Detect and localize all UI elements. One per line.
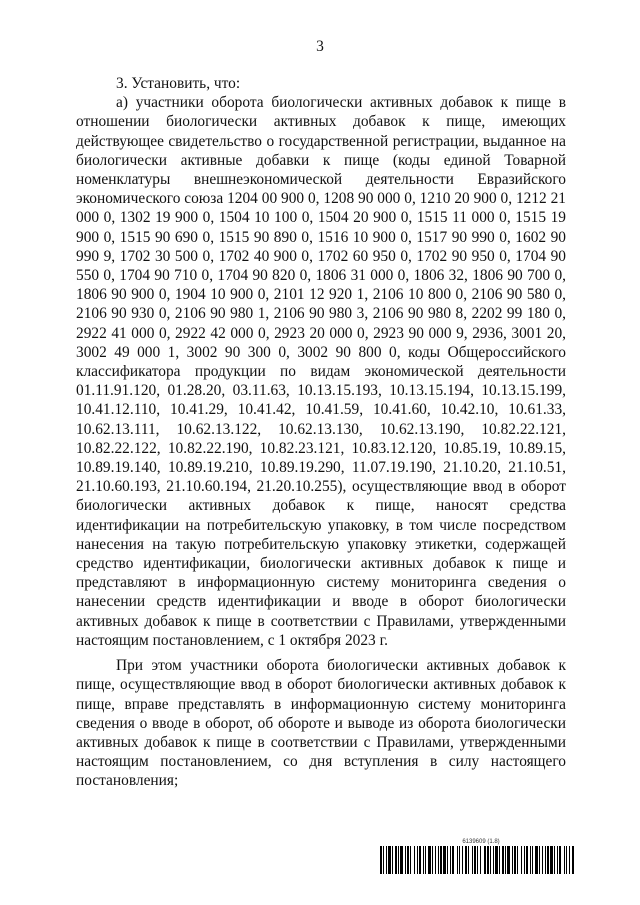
barcode-bar — [465, 846, 467, 874]
barcode-bar — [557, 846, 558, 874]
barcode-bar — [542, 846, 543, 874]
barcode-bar — [428, 846, 431, 874]
barcode-bar — [392, 846, 393, 874]
barcode-bar — [388, 846, 391, 874]
barcode-bar — [547, 846, 549, 874]
barcode-bar — [472, 846, 473, 874]
barcode-bar — [450, 846, 451, 874]
barcode-bar — [410, 846, 411, 874]
document-body — [76, 74, 566, 791]
barcode-bar — [468, 846, 469, 874]
barcode-bar — [438, 846, 439, 874]
barcode-bar — [572, 846, 574, 874]
barcode-bar — [395, 846, 397, 874]
barcode-bar — [417, 846, 418, 874]
barcode-bar — [452, 846, 454, 874]
barcode-bar — [380, 846, 382, 874]
barcode-bar — [564, 846, 565, 874]
barcode-bar — [505, 846, 506, 874]
barcode-bar — [480, 846, 481, 874]
barcode-bar — [435, 846, 436, 874]
barcode-bar — [477, 846, 478, 874]
barcode-bar — [457, 846, 458, 874]
barcode-bar — [487, 846, 489, 874]
barcode-bar — [512, 846, 513, 874]
barcode-bar — [432, 846, 433, 874]
barcode-bar — [550, 846, 553, 874]
barcode-caption: 6139609 (1.8) — [462, 839, 500, 845]
barcode-bar — [517, 846, 518, 874]
barcode-bar — [545, 846, 546, 874]
barcode-bar — [419, 846, 421, 874]
barcode-bar — [566, 846, 567, 874]
barcode-bar — [521, 846, 522, 874]
barcode-bar — [400, 846, 403, 874]
clause-paragraph-a: а) участники оборота биологически активных добавок к пище в отношении биологически активных добавок к пище, имеющих действующее свидетельство о государственной регистрации, выданное на биологически активные добавки к пище (коды единой Товарной номенклатуры внешнеэкономической деятельности Евразийского экономического союза 1204 00 900 0, 1208 90 000 0, 1210 20 900 0, 1212 21 000 0, 1302 19 900 0, 1504 10 100 0, 1504 20 900 0, 1515 11 000 0, 1515 19 900 0, 1515 90 690 0, 1515 90 890 0, 1516 10 900 0, 1517 90 990 0, 1602 90 990 9, 1702 30 500 0, 1702 40 900 0, 1702 60 950 0, 1702 90 950 0, 1704 90 550 0, 1704 90 710 0, 1704 90 820 0, 1806 31 000 0, 1806 32, 1806 90 700 0, 1806 90 900 0, 1904 10 900 0, 2101 12 920 1, 2106 10 800 0, 2106 90 580 0, 2106 90 930 0, 2106 90 980 1, 2106 90 980 3, 2106 90 980 8, 2202 99 180 0, 2922 41 000 0, 2922 42 000 0, 2923 20 000 0, 2923 90 000 9, 2936, 3001 20, 3002 49 000 1, 3002 90 300 0, 3002 90 800 0, коды Общероссийского классификатора продукции по видам экономической деятельности 01.11.91.120, 01.28.20, 03.11.63, 10.13.15.193, 10.13.15.194, 10.13.15.199, 10.41.12.110, 10.41.29, 10.41.42, 10.41.59, 10.41.60, 10.42.10, 10.61.33, 10.62.13.111, 10.62.13.122, 10.62.13.130, 10.62.13.190, 10.82.22.121, 10.82.22.122, 10.82.22.190, 10.82.23.121, 10.83.12.120, 10.85.19, 10.89.15, 10.89.19.140, 10.89.19.210, 10.89.19.290, 11.07.19.190, 21.10.20, 21.10.51, 21.10.60.193, 21.10.60.194, 21.20.10.255), осуществляющие ввод в оборот биологически активных добавок к пище, наносят средства идентификации на потребительскую упаковку, в том числе посредством нанесения на такую потребительскую упаковку этикетки, содержащей средство идентификации, биологически активных добавок к пище и представляют в информационную систему мониторинга сведения о нанесении средств идентификации и вводе в оборот биологически активных добавок к пище в соответствии с Правилами, утвержденными настоящим постановлением, с 1 октября 2023 г. — [76, 94, 566, 649]
clause-paragraph-continuation: При этом участники оборота биологически активных добавок к пище, осуществляющие ввод в оборот биологически активных добавок к пище, вправе представлять в информационную систему мониторинга сведения о вводе в оборот, об обороте и выводе из оборота биологически активных добавок к пище в соответствии с Правилами, утвержденными настоящим постановлением, со дня вступления в силу настоящего постановления; — [76, 657, 566, 790]
barcode-bar — [425, 846, 426, 874]
barcode-bar — [407, 846, 409, 874]
barcode-bar — [459, 846, 460, 874]
barcode-bar — [462, 846, 463, 874]
barcode-bar — [495, 846, 498, 874]
barcode-bar — [493, 846, 494, 874]
barcode-bar — [554, 846, 555, 874]
page-number: 3 — [316, 38, 324, 55]
barcode-bar — [414, 846, 415, 874]
clause-heading: 3. Установить, что: — [116, 75, 241, 92]
barcode-bar — [524, 846, 525, 874]
barcode-bar — [507, 846, 510, 874]
barcode-bar — [535, 846, 538, 874]
barcode-bar — [502, 846, 504, 874]
barcode-bar — [569, 846, 570, 874]
barcode-bar — [440, 846, 442, 874]
barcode-bar — [532, 846, 533, 874]
barcode-bar — [530, 846, 531, 874]
barcode-bar — [514, 846, 516, 874]
barcode-bar — [383, 846, 384, 874]
barcode-bar — [443, 846, 446, 874]
barcode-bar — [447, 846, 448, 874]
barcode-bar — [405, 846, 406, 874]
barcode-bars — [380, 846, 574, 874]
document-barcode — [380, 838, 574, 874]
barcode-bar — [490, 846, 491, 874]
barcode-bar — [423, 846, 424, 874]
barcode-bar — [499, 846, 500, 874]
barcode-bar — [559, 846, 561, 874]
barcode-bar — [539, 846, 540, 874]
barcode-bar — [526, 846, 528, 874]
barcode-bar — [474, 846, 476, 874]
barcode-bar — [398, 846, 399, 874]
barcode-bar — [484, 846, 486, 874]
barcode-bar — [386, 846, 387, 874]
